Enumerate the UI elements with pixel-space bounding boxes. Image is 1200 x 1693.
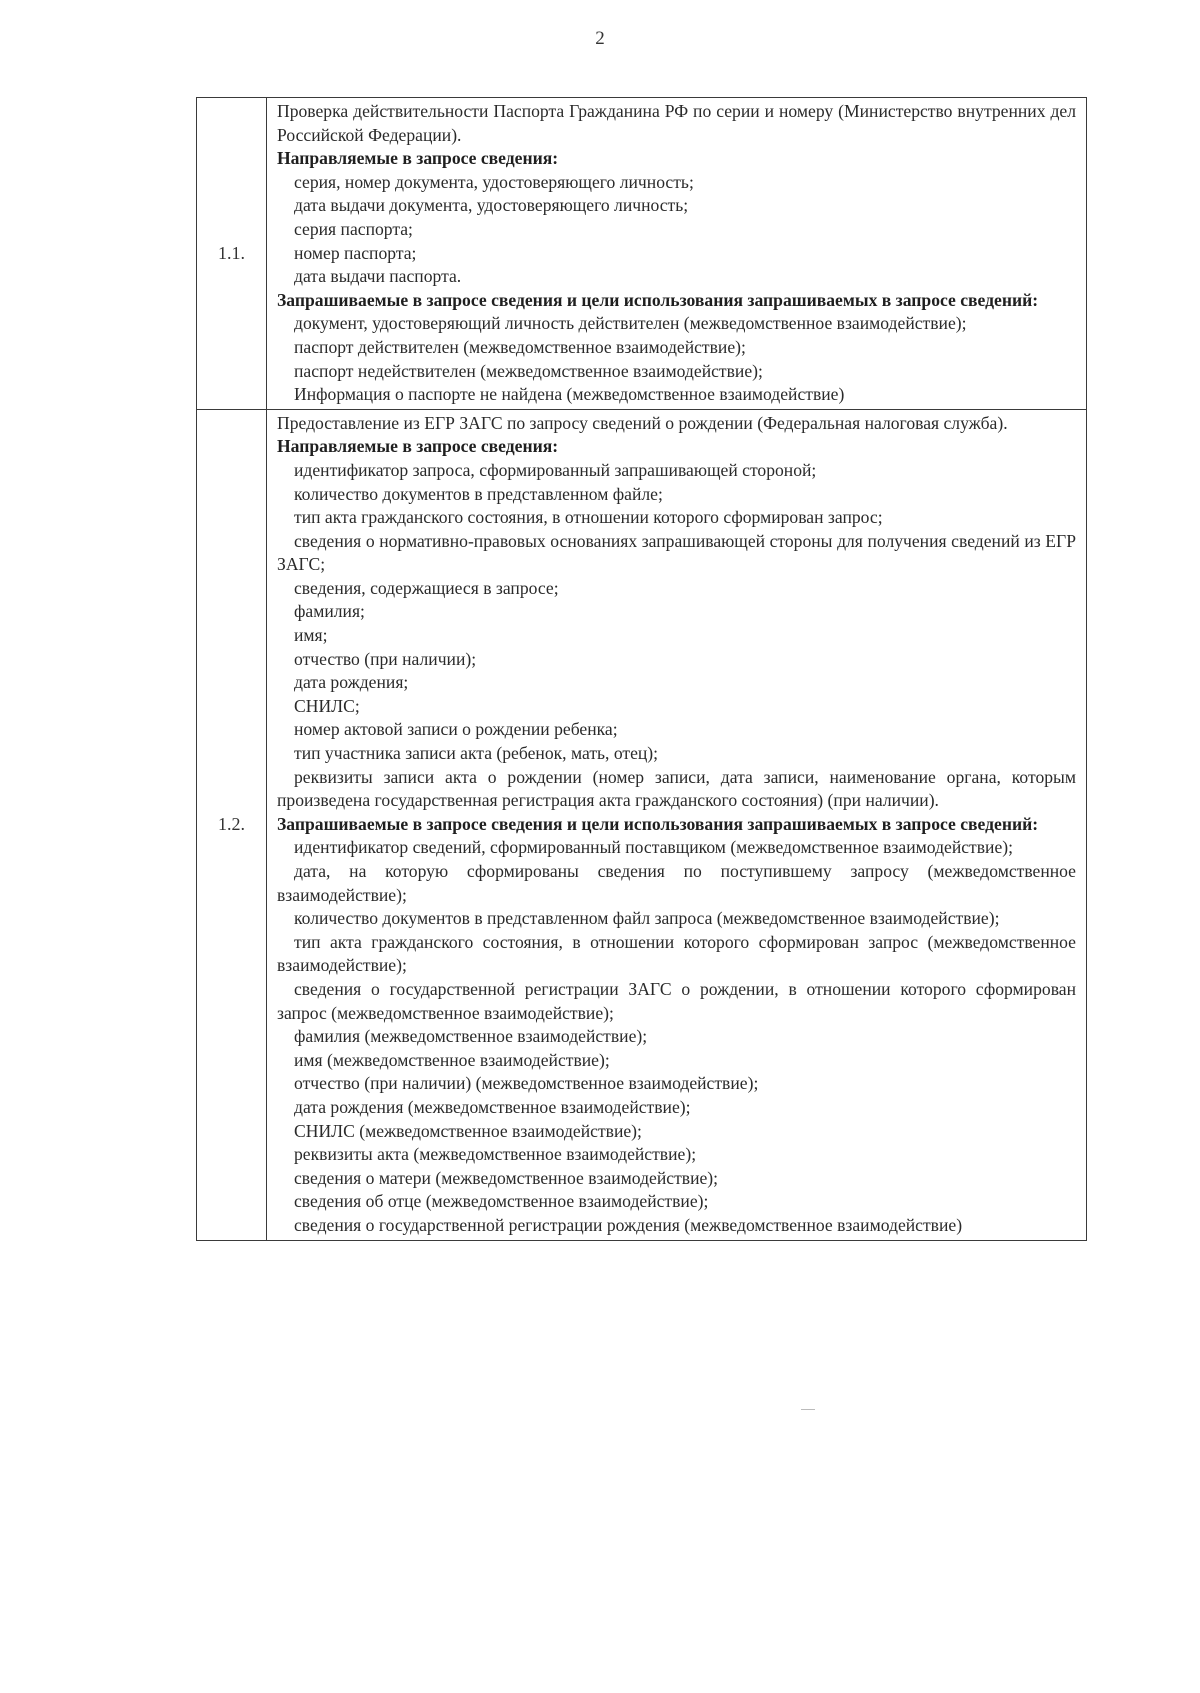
list-item: фамилия; — [294, 601, 365, 622]
list-item: фамилия (межведомственное взаимодействие); — [294, 1026, 648, 1047]
service-title: Предоставление из ЕГР ЗАГС по запросу сведений о рождении (Федеральная налоговая служба). — [277, 412, 1008, 433]
list-item: сведения, содержащиеся в запросе; — [294, 577, 559, 598]
list-item: документ, удостоверяющий личность действителен (межведомственное взаимодействие); — [294, 313, 967, 334]
row-number-cell — [197, 409, 267, 1240]
list-item: дата, на которую сформированы сведения по поступившему запросу (межведомственное взаимодействие); — [277, 861, 1076, 905]
service-title: Проверка действительности Паспорта Гражданина РФ по серии и номеру (Министерство внутренних дел Российской Федерации). — [277, 101, 1076, 145]
list-item: дата выдачи паспорта. — [294, 266, 462, 287]
list-item: сведения о матери (межведомственное взаимодействие); — [294, 1167, 719, 1188]
list-item: серия, номер документа, удостоверяющего личность; — [294, 171, 694, 192]
list-item: дата выдачи документа, удостоверяющего личность; — [294, 195, 689, 216]
list-item: имя (межведомственное взаимодействие); — [294, 1049, 610, 1070]
list-item: СНИЛС; — [294, 695, 360, 716]
page-number: 2 — [595, 28, 605, 49]
list-item: реквизиты акта (межведомственное взаимодействие); — [294, 1144, 697, 1165]
list-item: СНИЛС (межведомственное взаимодействие); — [294, 1120, 642, 1141]
list-item: имя; — [294, 625, 328, 646]
list-item: тип акта гражданского состояния, в отношении которого сформирован запрос (межведомственное взаимодействие); — [277, 931, 1076, 976]
list-item: тип акта гражданского состояния, в отношении которого сформирован запрос; — [294, 507, 883, 528]
services-table — [196, 97, 1087, 1241]
list-item: Информация о паспорте не найдена (межведомственное взаимодействие) — [294, 384, 845, 405]
row-content-cell — [267, 409, 1087, 1240]
list-item: номер паспорта; — [294, 242, 417, 263]
list-item: отчество (при наличии) (межведомственное взаимодействие); — [294, 1073, 759, 1094]
list-item: паспорт недействителен (межведомственное взаимодействие); — [294, 360, 763, 381]
sent-data-header: Направляемые в запросе сведения: — [277, 436, 559, 457]
row-number: 1.2. — [218, 814, 245, 835]
row-number: 1.1. — [218, 242, 245, 263]
requested-data-header: Запрашиваемые в запросе сведения и цели использования запрашиваемых в запросе сведений: — [277, 813, 1039, 834]
list-item: идентификатор сведений, сформированный поставщиком (межведомственное взаимодействие); — [294, 837, 1014, 858]
table-row — [197, 409, 1087, 1240]
row-content-cell — [267, 98, 1087, 410]
list-item: идентификатор запроса, сформированный запрашивающей стороной; — [294, 459, 817, 480]
list-item: сведения о нормативно-правовых основаниях запрашивающей стороны для получения сведений из ЕГР ЗАГС; — [277, 530, 1076, 575]
row-number-cell — [197, 98, 267, 410]
list-item: тип участника записи акта (ребенок, мать, отец); — [294, 743, 659, 764]
list-item: количество документов в представленном файле; — [294, 483, 663, 504]
sent-data-header: Направляемые в запросе сведения: — [277, 148, 559, 169]
table-row — [197, 98, 1087, 410]
requested-data-header: Запрашиваемые в запросе сведения и цели использования запрашиваемых в запросе сведений: — [277, 289, 1039, 310]
list-item: серия паспорта; — [294, 218, 413, 239]
list-item: реквизиты записи акта о рождении (номер записи, дата записи, наименование органа, которым произведена государственная регистрация акта гражданского состояния) (при наличии). — [277, 766, 1076, 811]
list-item: паспорт действителен (межведомственное взаимодействие); — [294, 336, 746, 357]
list-item: номер актовой записи о рождении ребенка; — [294, 719, 618, 740]
list-item: дата рождения; — [294, 672, 409, 693]
list-item: сведения о государственной регистрации ЗАГС о рождении, в отношении которого сформирован запрос (межведомственное взаимодействие); — [277, 978, 1076, 1023]
list-item: дата рождения (межведомственное взаимодействие); — [294, 1096, 691, 1117]
list-item: количество документов в представленном файл запроса (межведомственное взаимодействие); — [294, 908, 1000, 929]
list-item: отчество (при наличии); — [294, 648, 477, 669]
list-item: сведения о государственной регистрации рождения (межведомственное взаимодействие) — [294, 1214, 963, 1235]
list-item: сведения об отце (межведомственное взаимодействие); — [294, 1191, 709, 1212]
scan-mark — [801, 1409, 815, 1410]
